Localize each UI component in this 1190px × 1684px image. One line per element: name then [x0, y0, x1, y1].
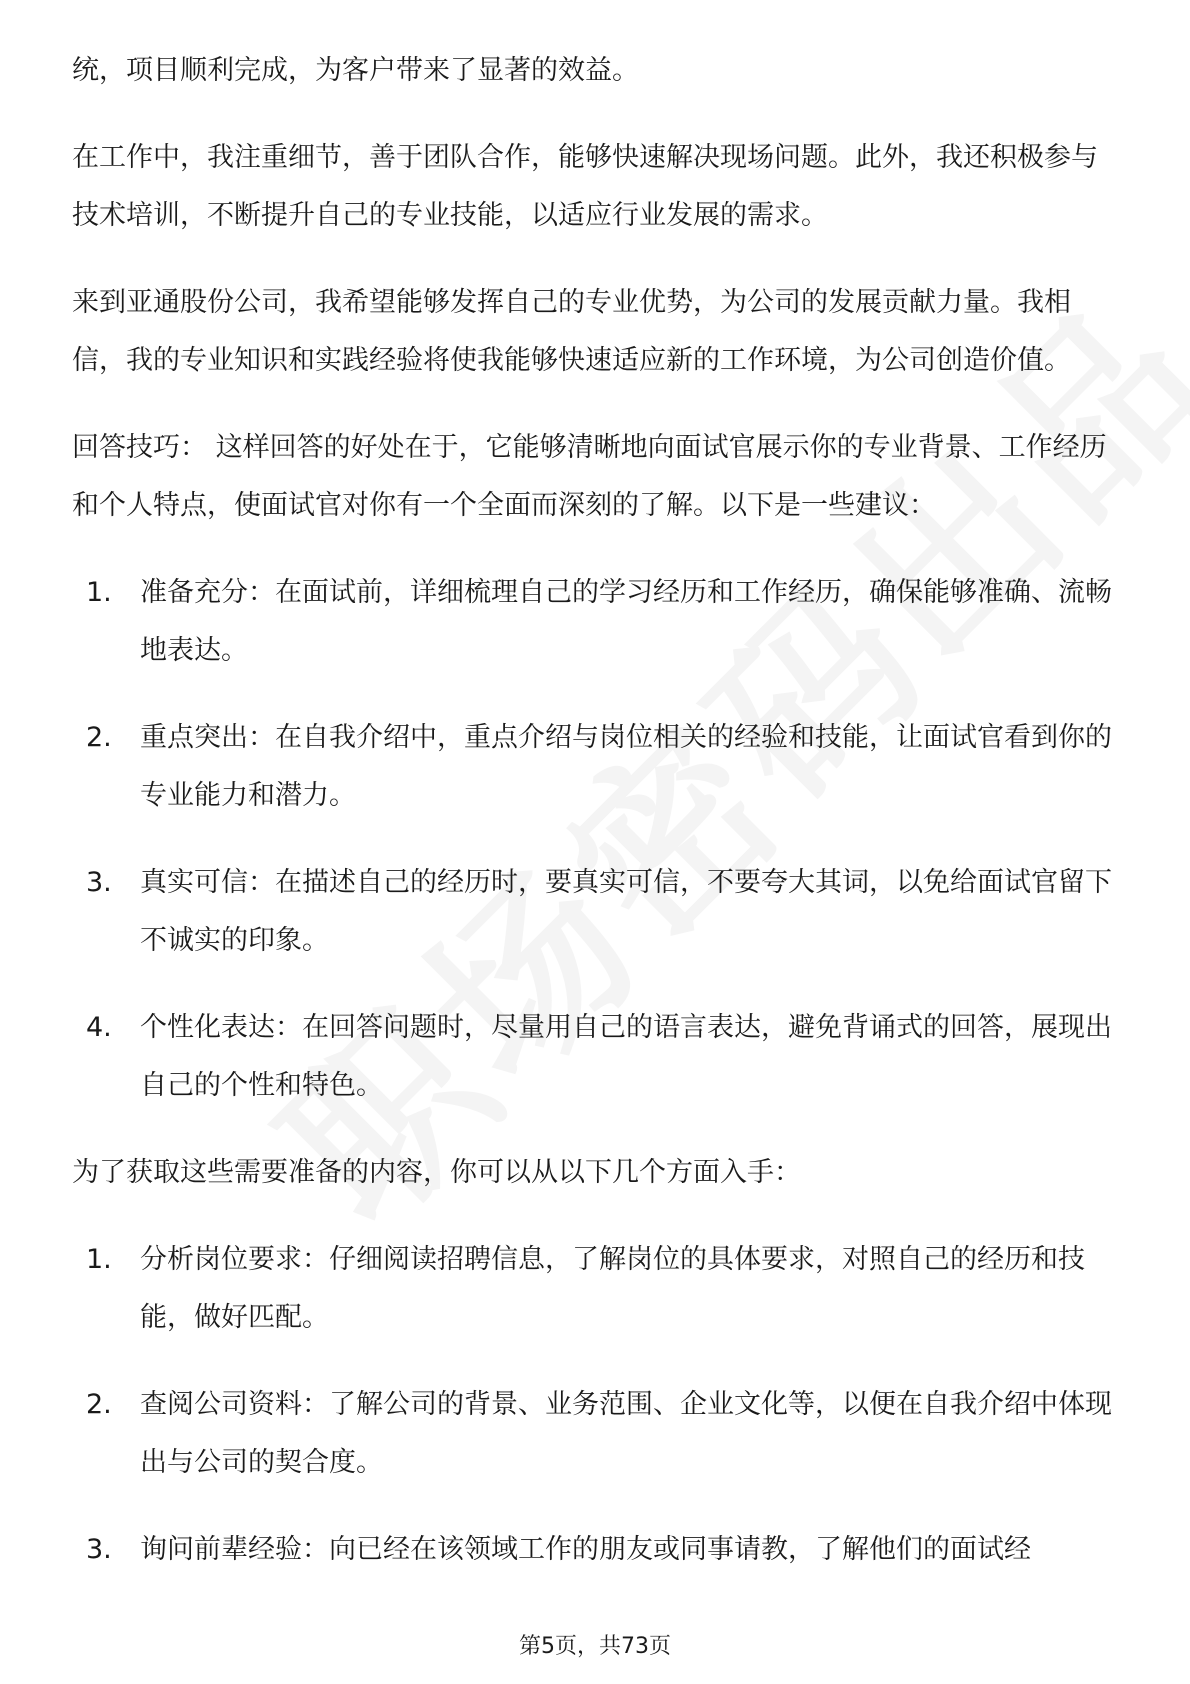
- paragraph-company-goal: 来到亚通股份公司，我希望能够发挥自己的专业优势，为公司的发展贡献力量。我相信，我的专业知识和实践经验将使我能够快速适应新的工作环境，为公司创造价值。: [72, 287, 1071, 376]
- list-item: [86, 1376, 1122, 1492]
- page-number-footer: 第5页，共73页: [519, 1634, 671, 1659]
- list-item: [86, 564, 1122, 680]
- paragraph-project-result: 统，项目顺利完成，为客户带来了显著的效益。: [72, 55, 639, 86]
- list-number: 2.: [86, 722, 112, 753]
- list-number: 4.: [86, 1012, 112, 1043]
- tips-list: [72, 564, 1122, 1115]
- paragraph-preparation-sources: 为了获取这些需要准备的内容，你可以从以下几个方面入手：: [72, 1157, 801, 1188]
- list-item: [86, 854, 1122, 970]
- list-item: [86, 709, 1122, 825]
- list-number: 3.: [86, 1534, 112, 1565]
- list-number: 2.: [86, 1389, 112, 1420]
- paragraph-work-style: 在工作中，我注重细节，善于团队合作，能够快速解决现场问题。此外，我还积极参与技术培训，不断提升自己的专业技能，以适应行业发展的需求。: [72, 142, 1098, 231]
- document-page: [72, 42, 1122, 1608]
- list-item-text: 准备充分：在面试前，详细梳理自己的学习经历和工作经历，确保能够准确、流畅地表达。: [140, 577, 1112, 666]
- list-item-text: 询问前辈经验：向已经在该领域工作的朋友或同事请教，了解他们的面试经: [140, 1534, 1031, 1565]
- paragraph-answer-tips: 回答技巧： 这样回答的好处在于，它能够清晰地向面试官展示你的专业背景、工作经历和个人特点，使面试官对你有一个全面而深刻的了解。以下是一些建议：: [72, 432, 1107, 521]
- list-item: [86, 1521, 1122, 1579]
- list-item-text: 重点突出：在自我介绍中，重点介绍与岗位相关的经验和技能，让面试官看到你的专业能力和潜力。: [140, 722, 1112, 811]
- list-item-text: 真实可信：在描述自己的经历时，要真实可信，不要夸大其词，以免给面试官留下不诚实的印象。: [140, 867, 1112, 956]
- list-item-text: 分析岗位要求：仔细阅读招聘信息，了解岗位的具体要求，对照自己的经历和技能，做好匹配。: [140, 1244, 1085, 1333]
- sources-list: [72, 1231, 1122, 1579]
- list-number: 1.: [86, 577, 112, 608]
- list-number: 3.: [86, 867, 112, 898]
- list-number: 1.: [86, 1244, 112, 1275]
- list-item-text: 查阅公司资料：了解公司的背景、业务范围、企业文化等，以便在自我介绍中体现出与公司的契合度。: [140, 1389, 1112, 1478]
- list-item: [86, 1231, 1122, 1347]
- list-item: [86, 999, 1122, 1115]
- list-item-text: 个性化表达：在回答问题时，尽量用自己的语言表达，避免背诵式的回答，展现出自己的个性和特色。: [140, 1012, 1112, 1101]
